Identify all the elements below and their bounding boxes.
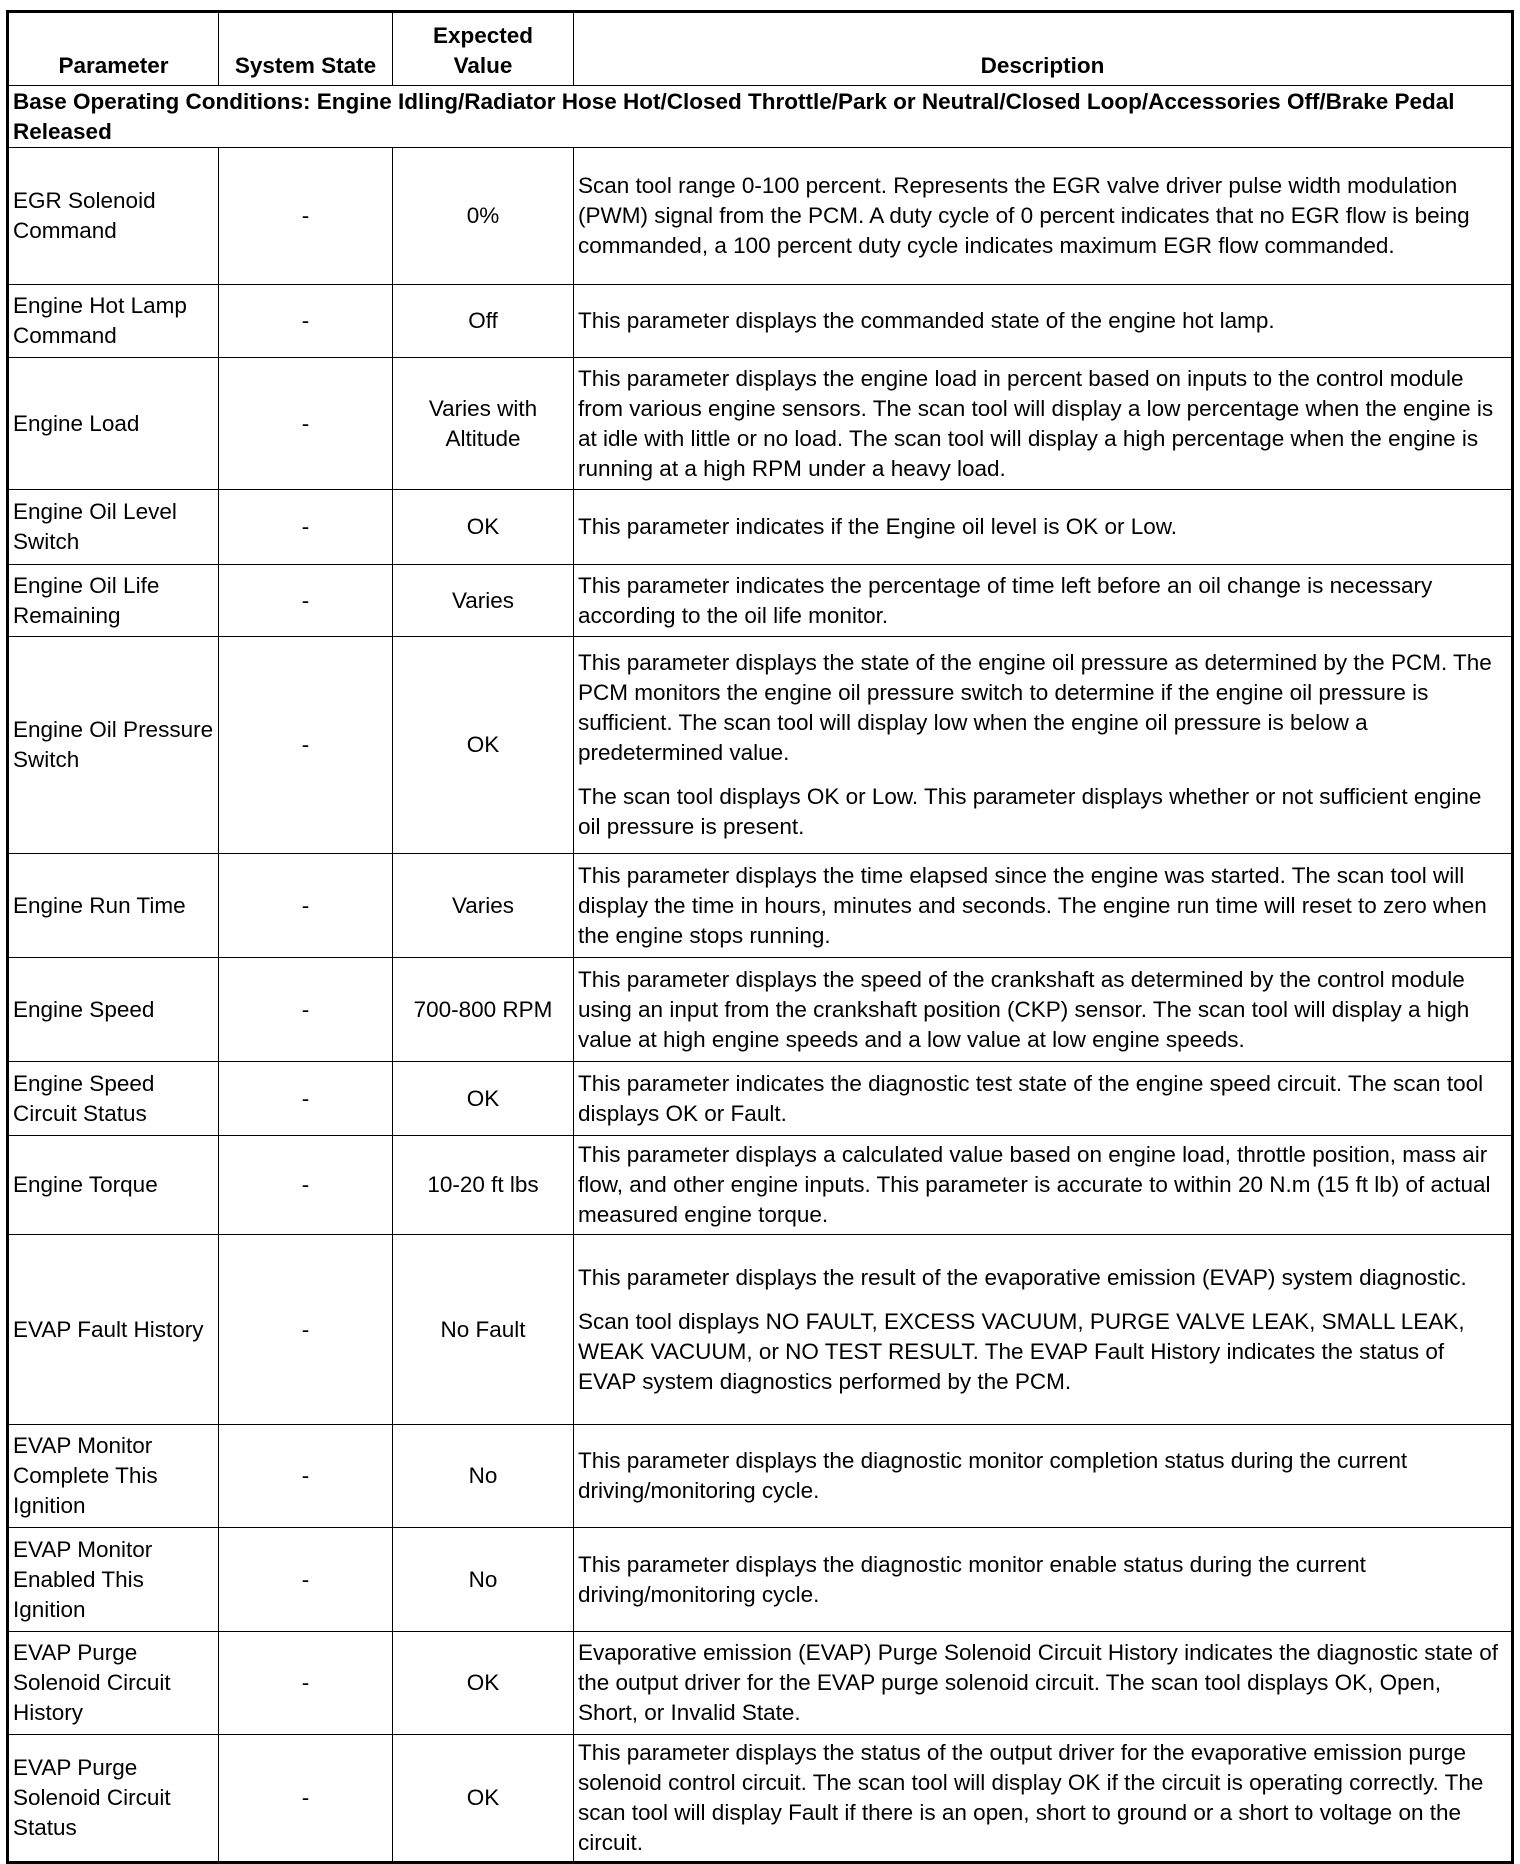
system-state: -: [219, 1632, 393, 1735]
description-paragraph: This parameter displays the status of the output driver for the evaporative emission purge solenoid control circuit. The scan tool will display OK if the circuit is operating correctly. The scan tool will display Fault if there is an open, short to ground or a short to voltage on the circuit.: [578, 1740, 1484, 1855]
table-row: [8, 1062, 1513, 1136]
parameter-name: Engine Load: [8, 358, 219, 490]
table-row: [8, 1136, 1513, 1235]
expected-value: Varies: [393, 854, 574, 958]
expected-value: OK: [393, 1735, 574, 1863]
parameter-name: Engine Oil Level Switch: [8, 490, 219, 565]
table-row: [8, 358, 1513, 490]
parameter-name: Engine Oil Pressure Switch: [8, 637, 219, 854]
expected-value: Varies: [393, 565, 574, 637]
parameter-name: Engine Speed: [8, 958, 219, 1062]
description-paragraph: This parameter displays the diagnostic monitor completion status during the current driving/monitoring cycle.: [578, 1448, 1408, 1503]
base-conditions-row: [8, 86, 1513, 148]
description-paragraph: This parameter indicates if the Engine oil level is OK or Low.: [578, 514, 1178, 539]
description: [574, 1425, 1513, 1528]
parameter-name: Engine Torque: [8, 1136, 219, 1235]
expected-value: No Fault: [393, 1235, 574, 1425]
system-state: -: [219, 637, 393, 854]
table-row: [8, 1235, 1513, 1425]
parameter-name: Engine Speed Circuit Status: [8, 1062, 219, 1136]
description: [574, 958, 1513, 1062]
description-paragraph: This parameter displays the commanded state of the engine hot lamp.: [578, 308, 1275, 333]
description: [574, 1528, 1513, 1632]
table-row: [8, 565, 1513, 637]
system-state: -: [219, 1735, 393, 1863]
expected-value: OK: [393, 490, 574, 565]
system-state: -: [219, 565, 393, 637]
table-row: [8, 637, 1513, 854]
system-state: -: [219, 148, 393, 285]
header-system-state: System State: [219, 12, 393, 86]
description: [574, 854, 1513, 958]
expected-value: Off: [393, 285, 574, 358]
system-state: -: [219, 285, 393, 358]
parameter-name: Engine Run Time: [8, 854, 219, 958]
table-row: [8, 854, 1513, 958]
system-state: -: [219, 1425, 393, 1528]
system-state: -: [219, 1062, 393, 1136]
expected-value: No: [393, 1528, 574, 1632]
description: [574, 1136, 1513, 1235]
table-row: [8, 958, 1513, 1062]
parameter-name: EVAP Monitor Enabled This Ignition: [8, 1528, 219, 1632]
expected-value: OK: [393, 1632, 574, 1735]
description-paragraph: The scan tool displays OK or Low. This parameter displays whether or not sufficient engine oil pressure is present.: [578, 784, 1482, 839]
system-state: -: [219, 1528, 393, 1632]
description: [574, 358, 1513, 490]
description: [574, 490, 1513, 565]
description-paragraph: This parameter displays a calculated value based on engine load, throttle position, mass air flow, and other engine inputs. This parameter is accurate to within 20 N.m (15 ft lb) of actual measured engine torque.: [578, 1142, 1491, 1227]
description-paragraph: Scan tool displays NO FAULT, EXCESS VACUUM, PURGE VALVE LEAK, SMALL LEAK, WEAK VACUUM, or NO TEST RESULT. The EVAP Fault History indicates the status of EVAP system diagnostics performed by the PCM.: [578, 1308, 1465, 1394]
description: [574, 1735, 1513, 1863]
description-paragraph: This parameter indicates the percentage of time left before an oil change is necessary according to the oil life monitor.: [578, 572, 1433, 628]
description: [574, 637, 1513, 854]
system-state: -: [219, 490, 393, 565]
parameter-name: Engine Hot Lamp Command: [8, 285, 219, 358]
parameter-name: EVAP Purge Solenoid Circuit History: [8, 1632, 219, 1735]
expected-value: Varies with Altitude: [393, 358, 574, 490]
description: [574, 285, 1513, 358]
header-expected-value: Expected Value: [393, 12, 574, 86]
expected-value: 0%: [393, 148, 574, 285]
table-row: [8, 285, 1513, 358]
description: [574, 1062, 1513, 1136]
system-state: -: [219, 854, 393, 958]
description: [574, 565, 1513, 637]
table-row: [8, 1425, 1513, 1528]
description-paragraph: This parameter displays the engine load in percent based on inputs to the control module from various engine sensors. The scan tool will display a low percentage when the engine is at idle with little or no load. The scan tool will display a high percentage when the engine is running at a high RPM under a heavy load.: [578, 365, 1494, 481]
table-row: [8, 1632, 1513, 1735]
system-state: -: [219, 1235, 393, 1425]
expected-value: 10-20 ft lbs: [393, 1136, 574, 1235]
description: [574, 1632, 1513, 1735]
expected-value: OK: [393, 637, 574, 854]
header-description: Description: [574, 12, 1513, 86]
table-row: [8, 148, 1513, 285]
parameter-name: Engine Oil Life Remaining: [8, 565, 219, 637]
table-row: [8, 1528, 1513, 1632]
table-row: [8, 490, 1513, 565]
description: [574, 1235, 1513, 1425]
parameter-table: [6, 10, 1514, 1864]
description-paragraph: Scan tool range 0-100 percent. Represents the EGR valve driver pulse width modulation (PWM) signal from the PCM. A duty cycle of 0 percent indicates that no EGR flow is being commanded, a 100 percent duty cycle indicates maximum EGR flow commanded.: [578, 173, 1470, 258]
description-paragraph: Evaporative emission (EVAP) Purge Solenoid Circuit History indicates the diagnostic state of the output driver for the EVAP purge solenoid circuit. The scan tool displays OK, Open, Short, or Invalid State.: [578, 1640, 1499, 1725]
description-paragraph: This parameter displays the result of the evaporative emission (EVAP) system diagnostic.: [578, 1264, 1467, 1290]
system-state: -: [219, 1136, 393, 1235]
system-state: -: [219, 958, 393, 1062]
parameter-name: EVAP Monitor Complete This Ignition: [8, 1425, 219, 1528]
expected-value: OK: [393, 1062, 574, 1136]
header-row: [8, 12, 1513, 86]
parameter-name: EGR Solenoid Command: [8, 148, 219, 285]
description-paragraph: This parameter displays the state of the engine oil pressure as determined by the PCM. The PCM monitors the engine oil pressure switch to determine if the engine oil pressure is sufficient. The scan tool will display low when the engine oil pressure is below a predetermined value.: [578, 650, 1492, 765]
header-parameter: Parameter: [8, 12, 219, 86]
system-state: -: [219, 358, 393, 490]
base-conditions: Base Operating Conditions: Engine Idling/Radiator Hose Hot/Closed Throttle/Park or Neutral/Closed Loop/Accessories Off/Brake Pedal Released: [8, 86, 1513, 148]
description-paragraph: This parameter displays the diagnostic monitor enable status during the current driving/monitoring cycle.: [578, 1551, 1366, 1607]
expected-value: No: [393, 1425, 574, 1528]
parameter-name: EVAP Purge Solenoid Circuit Status: [8, 1735, 219, 1863]
description-paragraph: This parameter displays the time elapsed since the engine was started. The scan tool will display the time in hours, minutes and seconds. The engine run time will reset to zero when the engine stops running.: [578, 862, 1487, 948]
description: [574, 148, 1513, 285]
description-paragraph: This parameter indicates the diagnostic test state of the engine speed circuit. The scan tool displays OK or Fault.: [578, 1070, 1484, 1126]
table-row: [8, 1735, 1513, 1863]
parameter-name: EVAP Fault History: [8, 1235, 219, 1425]
description-paragraph: This parameter displays the speed of the crankshaft as determined by the control module using an input from the crankshaft position (CKP) sensor. The scan tool will display a high value at high engine speeds and a low value at low engine speeds.: [578, 966, 1470, 1052]
expected-value: 700-800 RPM: [393, 958, 574, 1062]
